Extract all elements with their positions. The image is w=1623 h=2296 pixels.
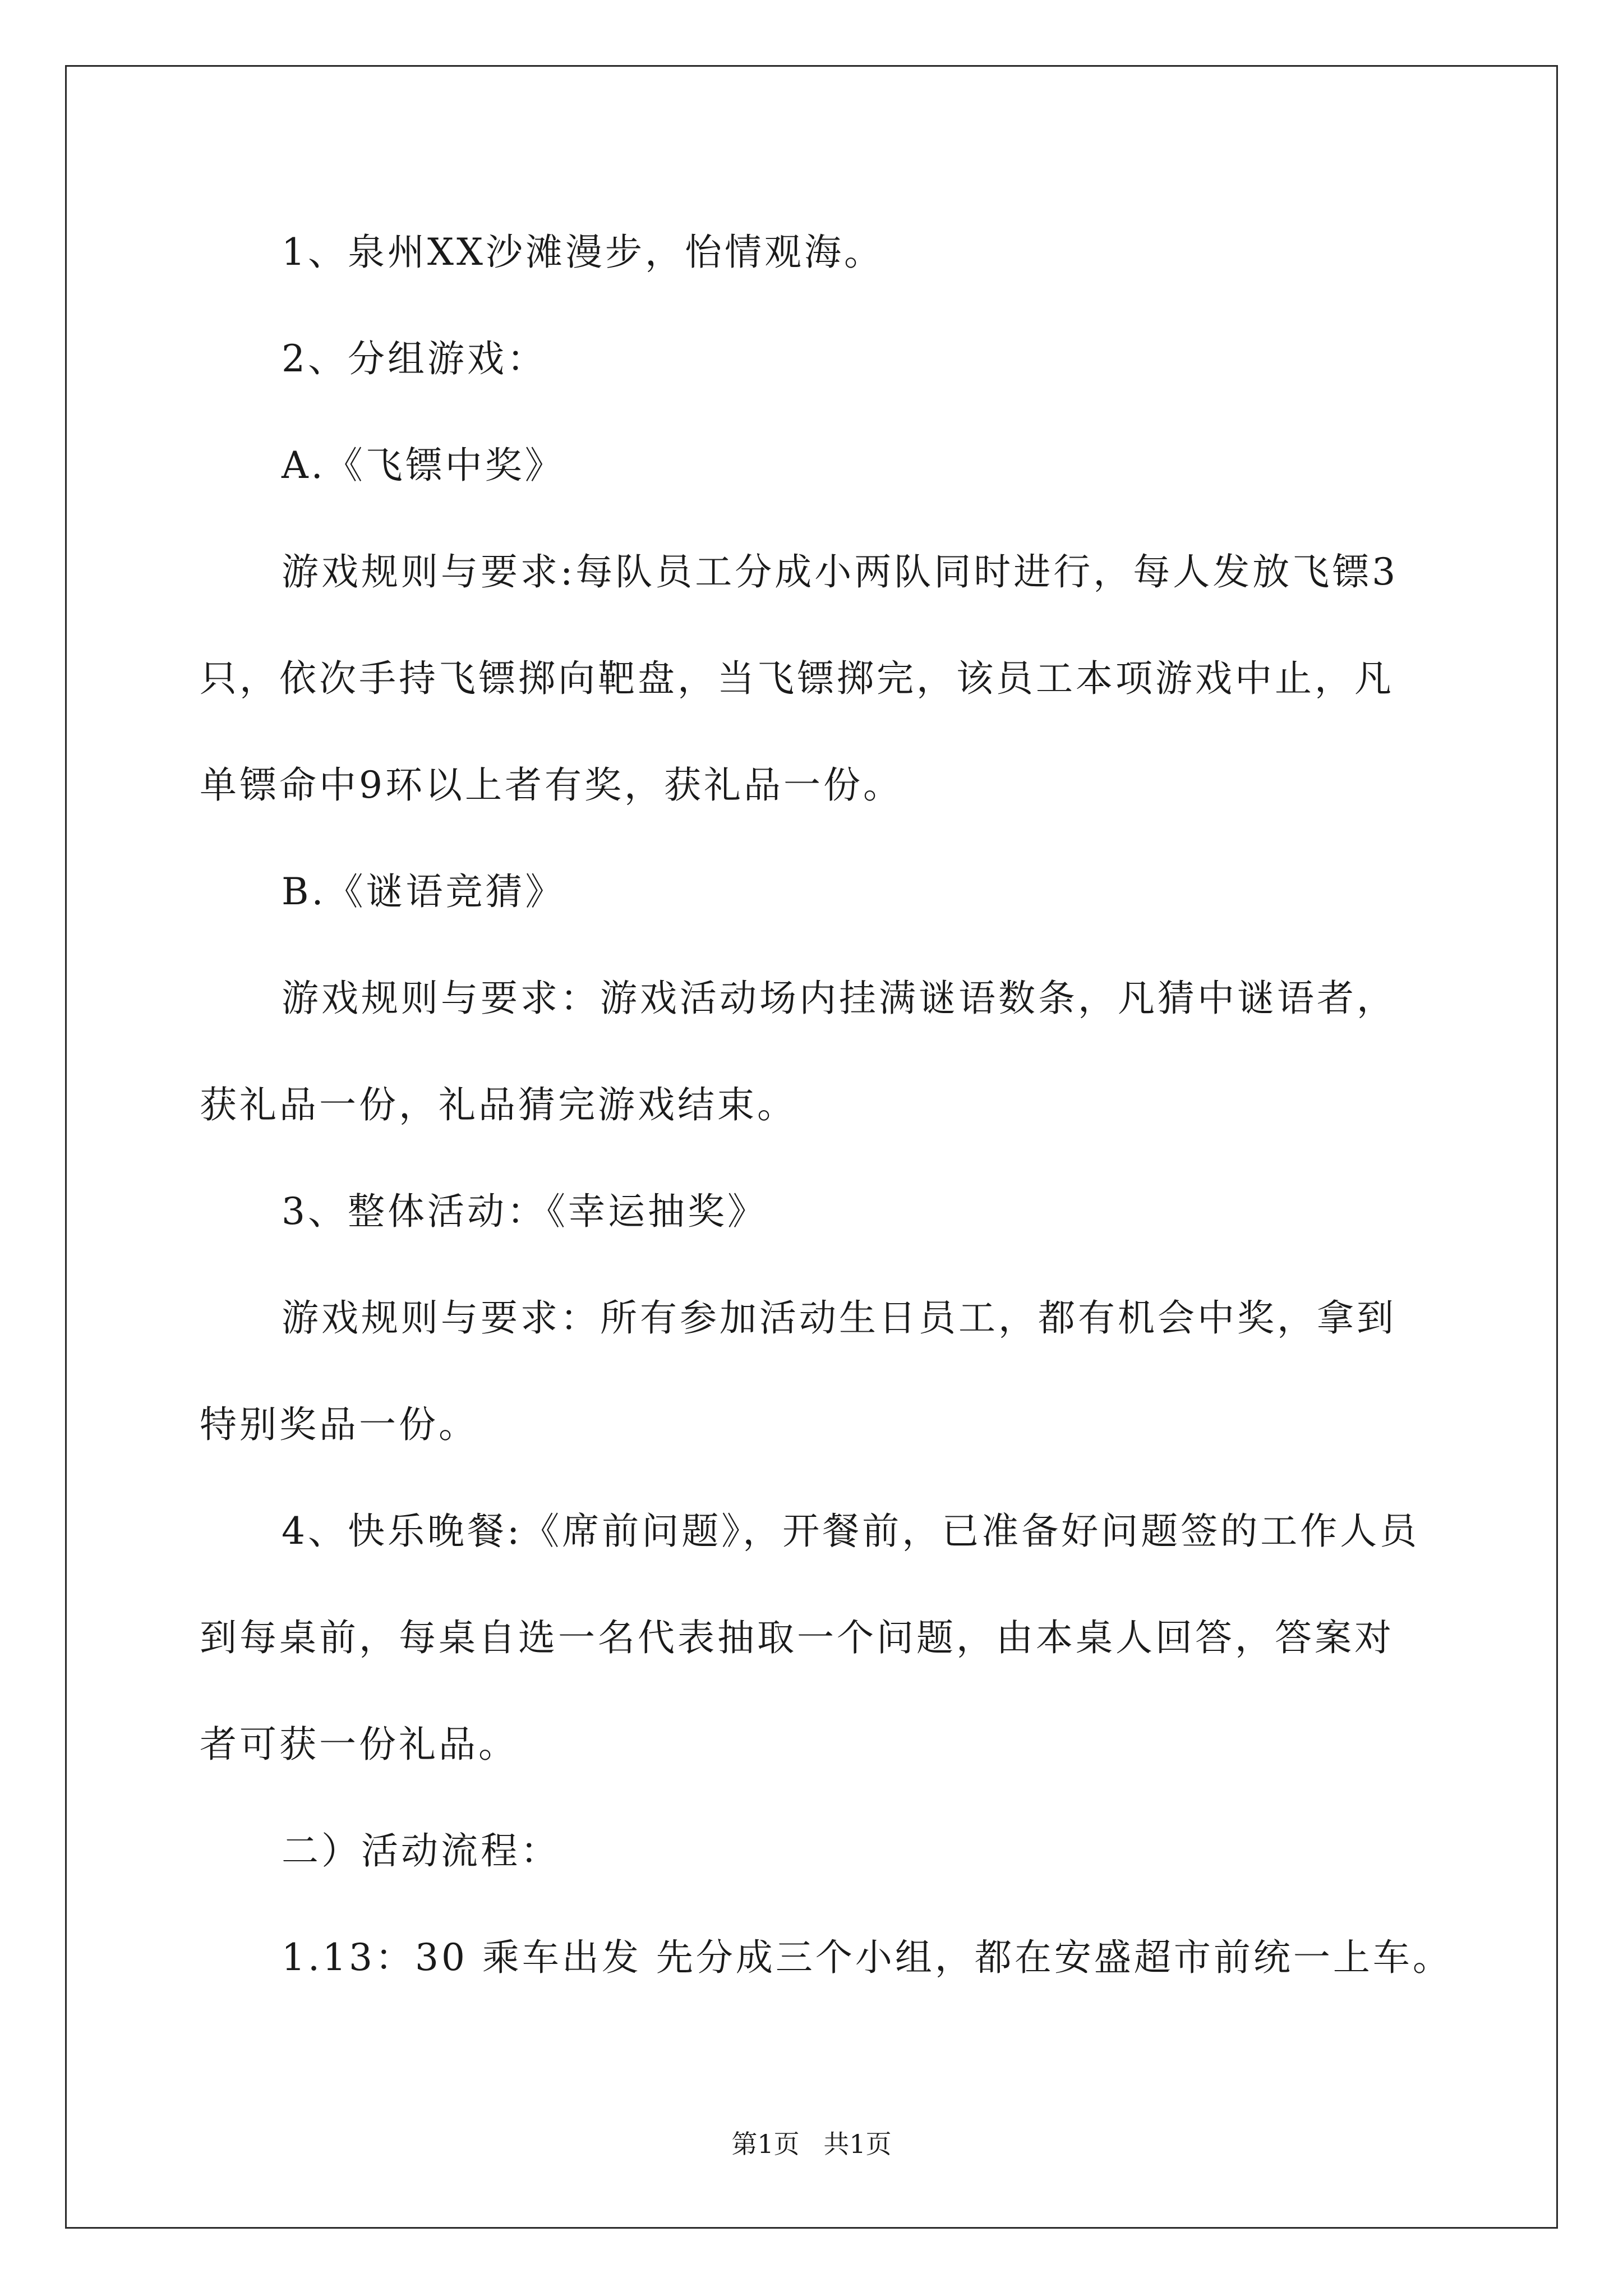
paragraph-3: A.《飞镖中奖》 <box>282 444 565 487</box>
paragraph-4-line-1: 游戏规则与要求:每队员工分成小两队同时进行，每人发放飞镖3 <box>282 550 1399 593</box>
paragraph-5: B.《谜语竞猜》 <box>282 870 565 913</box>
paragraph-9-line-3: 者可获一份礼品。 <box>200 1723 518 1766</box>
paragraph-9-line-1: 4、快乐晚餐:《席前问题》，开餐前，已准备好问题签的工作人员 <box>282 1510 1420 1553</box>
paragraph-4-line-3: 单镖命中9环以上者有奖，获礼品一份。 <box>200 763 903 807</box>
paragraph-10: 二）活动流程： <box>282 1829 560 1872</box>
paragraph-2: 2、分组游戏： <box>282 337 547 380</box>
paragraph-8-line-1: 游戏规则与要求：所有参加活动生日员工，都有机会中奖，拿到 <box>282 1296 1396 1340</box>
paragraph-7: 3、整体活动：《幸运抽奖》 <box>282 1190 767 1233</box>
paragraph-6-line-2: 获礼品一份，礼品猜完游戏结束。 <box>200 1083 797 1126</box>
page-border <box>65 65 1558 2229</box>
paragraph-11: 1.13：30 乘车出发 先分成三个小组，都在安盛超市前统一上车。 <box>282 1936 1453 1979</box>
paragraph-6-line-1: 游戏规则与要求：游戏活动场内挂满谜语数条，凡猜中谜语者， <box>282 977 1396 1020</box>
paragraph-9-line-2: 到每桌前，每桌自选一名代表抽取一个问题，由本桌人回答，答案对 <box>200 1616 1394 1659</box>
paragraph-1: 1、泉州XX沙滩漫步，怡情观海。 <box>282 231 884 274</box>
paragraph-8-line-2: 特别奖品一份。 <box>200 1403 478 1446</box>
page-footer <box>0 2127 1623 2161</box>
page-number-current: 第1页 <box>731 2129 800 2159</box>
page-number-total: 共1页 <box>823 2129 892 2159</box>
paragraph-4-line-2: 只，依次手持飞镖掷向靶盘，当飞镖掷完，该员工本项游戏中止，凡 <box>200 657 1394 700</box>
